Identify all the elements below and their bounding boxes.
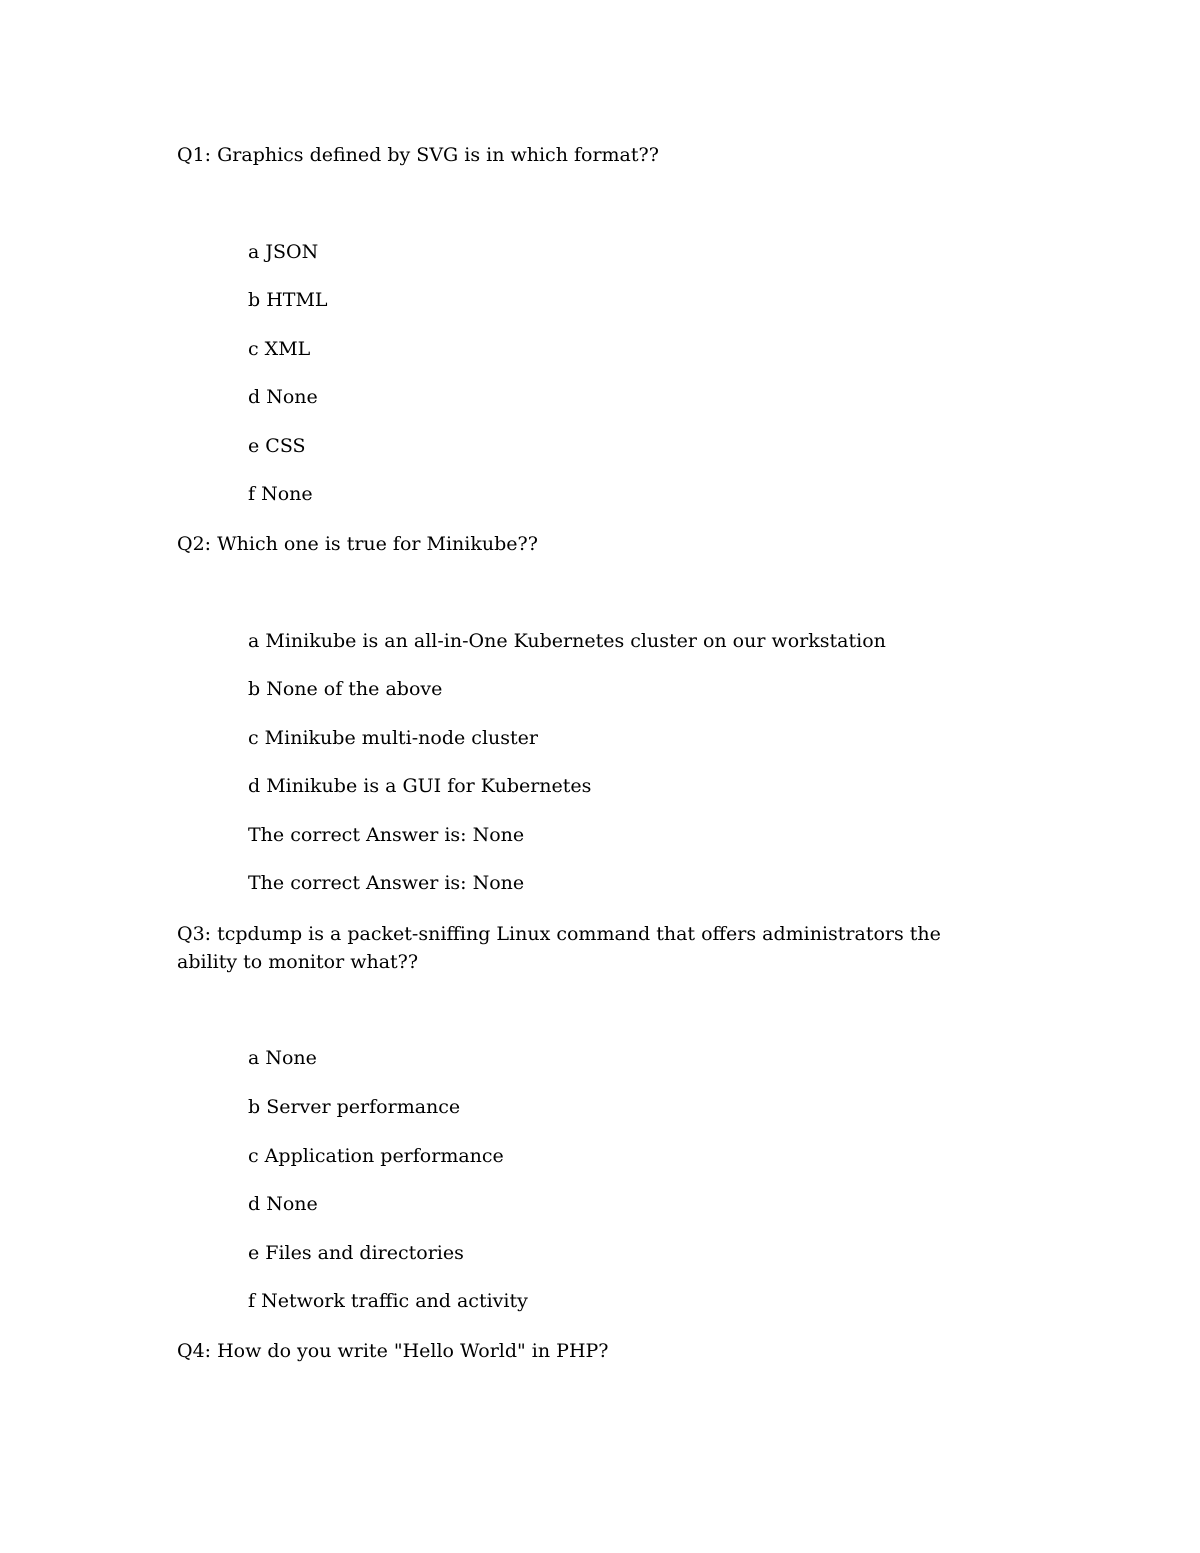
q3-option-b: b Server performance xyxy=(248,1096,461,1118)
q3-option-f: f Network traffic and activity xyxy=(248,1290,528,1312)
question-2: Q2: Which one is true for Minikube?? xyxy=(177,533,538,555)
q3-option-d: d None xyxy=(248,1193,318,1215)
q1-option-a: a JSON xyxy=(248,241,319,263)
q3-option-c: c Application performance xyxy=(248,1145,504,1167)
question-1: Q1: Graphics defined by SVG is in which format?? xyxy=(177,144,659,166)
q1-option-f: f None xyxy=(248,483,313,505)
question-3: Q3: tcpdump is a packet-sniffing Linux command that offers administrators the ability to monitor what?? xyxy=(177,923,941,973)
q2-option-a: a Minikube is an all-in-One Kubernetes cluster on our workstation xyxy=(248,630,886,652)
q2-option-b: b None of the above xyxy=(248,678,443,700)
q3-option-e: e Files and directories xyxy=(248,1242,464,1264)
question-4: Q4: How do you write "Hello World" in PHP? xyxy=(177,1340,609,1362)
q2-option-c: c Minikube multi-node cluster xyxy=(248,727,538,749)
q2-answer-2: The correct Answer is: None xyxy=(248,872,525,894)
q1-option-e: e CSS xyxy=(248,435,306,457)
q3-option-a: a None xyxy=(248,1047,317,1069)
q2-answer-1: The correct Answer is: None xyxy=(248,824,525,846)
q2-option-d: d Minikube is a GUI for Kubernetes xyxy=(248,775,592,797)
q1-option-c: c XML xyxy=(248,338,311,360)
q1-option-b: b HTML xyxy=(248,289,328,311)
q1-option-d: d None xyxy=(248,386,318,408)
